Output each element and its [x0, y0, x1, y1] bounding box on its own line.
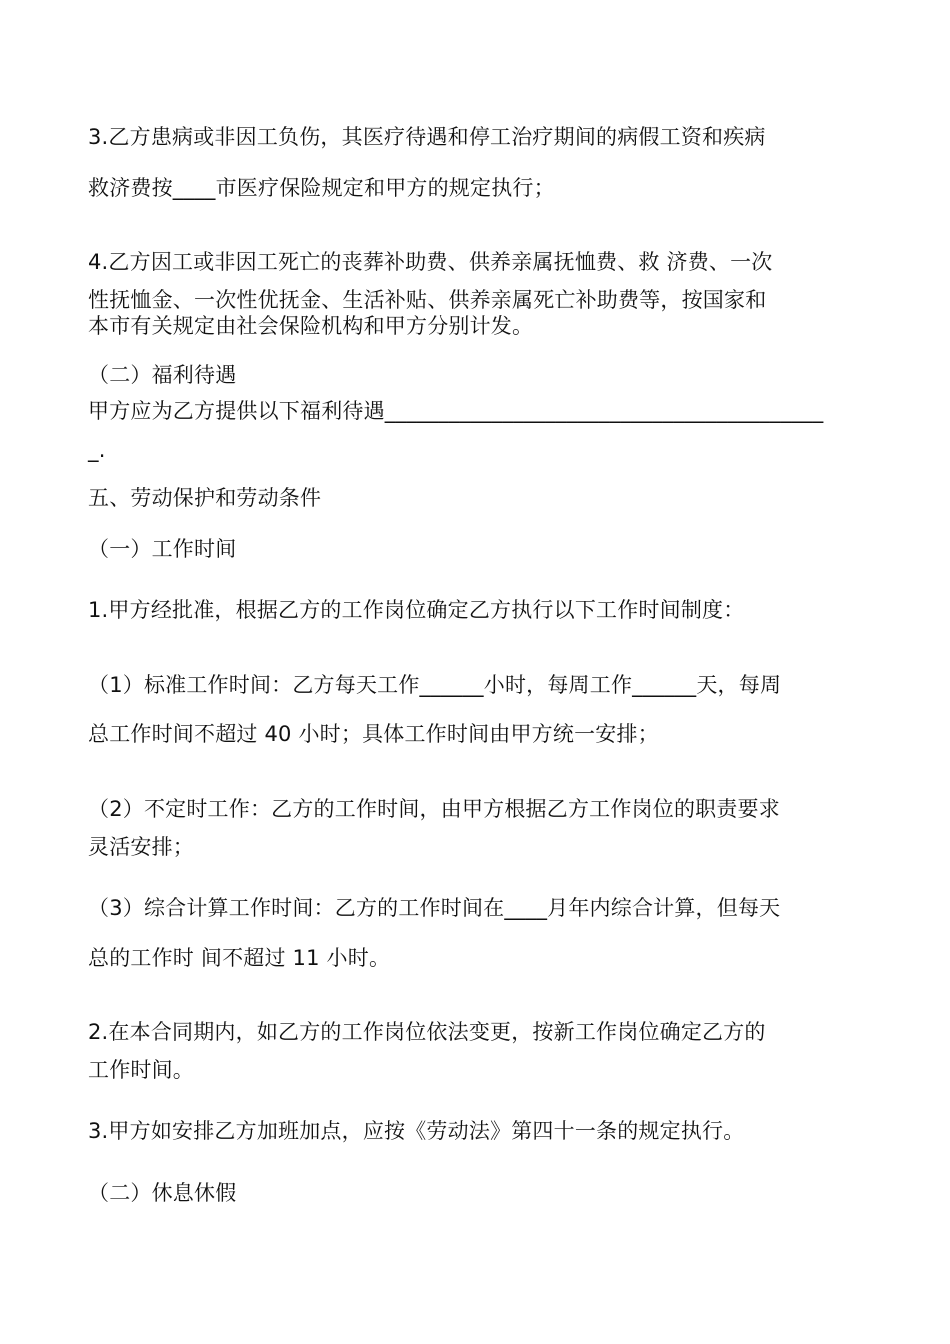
- text-line: _.: [88, 438, 106, 462]
- text-line: （1）标准工作时间：乙方每天工作______小时，每周工作______天，每周: [88, 673, 782, 697]
- text-line: 本市有关规定由社会保险机构和甲方分别计发。: [88, 314, 534, 338]
- text-line: 性抚恤金、一次性优抚金、生活补贴、供养亲属死亡补助费等，按国家和: [88, 288, 767, 312]
- text-line: （2）不定时工作：乙方的工作时间，由甲方根据乙方工作岗位的职责要求: [88, 797, 780, 821]
- text-line: 4.乙方因工或非因工死亡的丧葬补助费、供养亲属抚恤费、救 济费、一次: [88, 250, 773, 274]
- text-line: 1.甲方经批准，根据乙方的工作岗位确定乙方执行以下工作时间制度：: [88, 598, 745, 622]
- text-line: 救济费按____市医疗保险规定和甲方的规定执行；: [88, 176, 555, 200]
- text-line: 甲方应为乙方提供以下福利待遇_________________________________________: [88, 399, 824, 423]
- text-line: 总工作时间不超过 40 小时；具体工作时间由甲方统一安排；: [88, 722, 659, 746]
- section-heading: （二）休息休假: [88, 1181, 237, 1205]
- text-line: 3.乙方患病或非因工负伤，其医疗待遇和停工治疗期间的病假工资和疾病: [88, 125, 766, 149]
- text-line: 工作时间。: [88, 1058, 194, 1082]
- section-heading: 五、劳动保护和劳动条件: [88, 486, 322, 510]
- section-heading: （一）工作时间: [88, 537, 237, 561]
- text-line: 2.在本合同期内，如乙方的工作岗位依法变更，按新工作岗位确定乙方的: [88, 1020, 766, 1044]
- text-line: 3.甲方如安排乙方加班加点，应按《劳动法》第四十一条的规定执行。: [88, 1119, 745, 1143]
- text-line: 总的工作时 间不超过 11 小时。: [88, 946, 391, 970]
- text-line: 灵活安排；: [88, 835, 194, 859]
- text-line: （3）综合计算工作时间：乙方的工作时间在____月年内综合计算，但每天: [88, 896, 781, 920]
- section-heading: （二）福利待遇: [88, 363, 237, 387]
